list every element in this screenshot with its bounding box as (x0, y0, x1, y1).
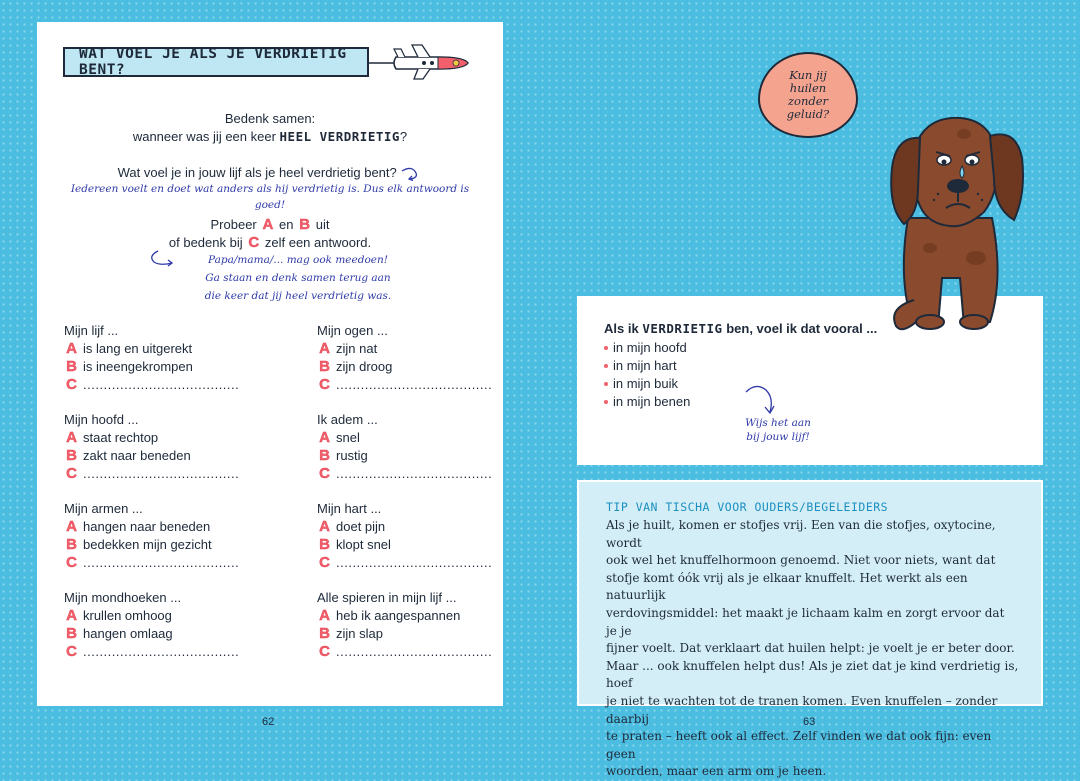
bullet-icon (604, 400, 608, 404)
page-number-right: 63 (803, 716, 816, 728)
try-line-2 (60, 234, 480, 251)
tip-line: verdovingsmiddel: het maakt je lichaam kalm en zorgt ervoor dat je je (606, 605, 1005, 638)
answer-b: bedekken mijn gezicht (83, 537, 212, 552)
letter-c-icon: C (319, 465, 330, 482)
answer-a: is lang en uitgerekt (83, 341, 193, 356)
feel-list (604, 320, 877, 411)
list-item-label: in mijn buik (613, 376, 679, 391)
note-everyone: Iedereen voelt en doet wat anders als hij verdrietig is. Dus elk antwoord is goed! (70, 183, 470, 211)
answer-b: klopt snel (336, 537, 391, 552)
tip-line: ook wel het knuffelhormoon genoemd. Niet voor niets, want dat (606, 553, 996, 568)
letter-c-icon: C (66, 554, 77, 571)
intro-line-2-bold: HEEL VERDRIETIG (279, 129, 400, 144)
letter-b-icon: B (319, 625, 330, 642)
letter-a-icon: A (319, 607, 330, 624)
tip-line: fijner voelt. Dat verklaart dat huilen helpt: je voelt je er beter door. (606, 641, 1015, 656)
answer-b: zijn slap (336, 626, 383, 641)
tip-line: je niet te wachten tot de tranen komen. Even knuffelen – zonder daarbij (606, 693, 998, 726)
airplane-icon (368, 43, 470, 83)
list-item (604, 393, 877, 411)
question-head: Mijn ogen ... (317, 323, 388, 338)
answer-b: zijn droog (336, 359, 393, 374)
letter-c-icon: C (319, 554, 330, 571)
intro-line-2 (60, 128, 480, 145)
question-head: Mijn mondhoeken ... (64, 590, 182, 605)
list-item (604, 339, 877, 357)
answer-c-blank[interactable]: ...................................... (336, 555, 493, 570)
letter-b-icon: B (319, 536, 330, 553)
feel-heading-post: ben, voel ik dat vooral ... (726, 321, 878, 336)
answer-b: hangen omlaag (83, 626, 173, 641)
letter-a-icon: A (319, 518, 330, 535)
tip-line: Als je huilt, komen er stofjes vrij. Een van die stofjes, oxytocine, wordt (606, 518, 996, 550)
sad-dog-illustration (868, 108, 1028, 338)
letter-b-icon: B (66, 536, 77, 553)
list-item-label: in mijn hoofd (613, 340, 687, 355)
bullet-icon (604, 364, 608, 368)
question-text (60, 164, 480, 181)
question-head: Mijn hoofd ... (64, 412, 139, 427)
letter-a-icon: A (66, 518, 77, 535)
letter-c-icon: C (319, 376, 330, 393)
letter-a-icon: A (262, 216, 274, 233)
tip-line: Maar ... ook knuffelen helpt dus! Als je ziet dat je kind verdrietig is, hoef (606, 658, 1019, 691)
question-head: Ik adem ... (317, 412, 378, 427)
curly-arrow-icon (148, 250, 174, 268)
list-item-label: in mijn benen (613, 394, 691, 409)
question-block-eyes (317, 322, 507, 394)
letter-c-icon: C (248, 234, 260, 251)
answer-a: heb ik aangespannen (336, 608, 461, 623)
answer-c-blank[interactable]: ...................................... (83, 377, 240, 392)
page-number-left: 62 (262, 716, 275, 728)
letter-c-icon: C (66, 643, 77, 660)
answer-c-blank[interactable]: ...................................... (336, 466, 493, 481)
bullet-icon (604, 346, 608, 350)
intro-line-2-post: ? (399, 129, 408, 144)
letter-a-icon: A (66, 340, 77, 357)
point-note (728, 416, 828, 444)
question-head: Mijn armen ... (64, 501, 143, 516)
list-item-label: in mijn hart (613, 358, 677, 373)
letter-b-icon: B (66, 447, 77, 464)
note-stand: Ga staan en denk samen terug aan (205, 272, 391, 284)
answer-c-blank[interactable]: ...................................... (336, 377, 493, 392)
letter-a-icon: A (66, 607, 77, 624)
intro-line-1: Bedenk samen: (224, 111, 316, 126)
answer-c-blank[interactable]: ...................................... (83, 555, 240, 570)
question-block-arms (64, 500, 254, 572)
question: Wat voel je in jouw lijf als je heel verdrietig bent? (117, 165, 397, 180)
answer-c-blank[interactable]: ...................................... (336, 644, 493, 659)
answer-a: staat rechtop (83, 430, 159, 445)
question-head: Alle spieren in mijn lijf ... (317, 590, 457, 605)
letter-a-icon: A (66, 429, 77, 446)
answer-a: zijn nat (336, 341, 378, 356)
feel-heading-caps: VERDRIETIG (642, 321, 723, 336)
feel-heading-pre: Als ik (604, 321, 639, 336)
letter-a-icon: A (319, 429, 330, 446)
question-block-heart (317, 500, 507, 572)
question-block-body (64, 322, 254, 394)
letter-c-icon: C (66, 376, 77, 393)
letter-a-icon: A (319, 340, 330, 357)
tip-line: stofje komt óók vrij als je elkaar knuffelt. Het werkt als een natuurlijk (606, 570, 968, 603)
answer-a: snel (336, 430, 360, 445)
answer-c-blank[interactable]: ...................................... (83, 466, 240, 481)
list-item (604, 357, 877, 375)
letter-c-icon: C (319, 643, 330, 660)
point-note-line-1: Wijs het aan (745, 417, 811, 429)
question-head: Mijn lijf ... (64, 323, 119, 338)
letter-b-icon: B (319, 447, 330, 464)
curly-arrow-icon (400, 167, 422, 181)
question-head: Mijn hart ... (317, 501, 382, 516)
page-title: WAT VOEL JE ALS JE VERDRIETIG BENT? (79, 46, 347, 78)
letter-b-icon: B (66, 625, 77, 642)
answer-b: is ineengekrompen (83, 359, 193, 374)
letter-b-icon: B (66, 358, 77, 375)
try-pre: Probeer (210, 217, 257, 232)
question-block-muscles (317, 589, 507, 661)
point-note-line-2: bij jouw lijf! (746, 431, 810, 443)
try-and: en (279, 217, 294, 232)
letter-b-icon: B (299, 216, 311, 233)
try-line-1 (60, 216, 480, 233)
feel-heading (604, 320, 877, 338)
list-item (604, 375, 877, 393)
tip-line: te praten – heeft ook al effect. Zelf vinden we dat ook fijn: even geen (606, 729, 992, 761)
title-banner (63, 47, 369, 77)
speech-bubble (758, 52, 858, 138)
tip-line: woorden, maar een arm om je heen. (606, 764, 827, 779)
tip-title: TIP VAN TISCHA VOOR OUDERS/BEGELEIDERS (606, 500, 889, 514)
answer-c-blank[interactable]: ...................................... (83, 644, 240, 659)
question-block-mouth (64, 589, 254, 661)
bullet-icon (604, 382, 608, 386)
try-line-2-post: zelf een antwoord. (264, 235, 372, 250)
try-line-2-pre: of bedenk bij (168, 235, 243, 250)
answer-a: doet pijn (336, 519, 386, 534)
answer-a: krullen omhoog (83, 608, 172, 623)
tip-body (606, 517, 1019, 781)
note-remember: die keer dat jij heel verdrietig was. (204, 290, 392, 302)
letter-b-icon: B (319, 358, 330, 375)
question-block-breath (317, 411, 507, 483)
speech-text: Kun jij huilen zonder geluid? (786, 68, 830, 121)
answer-b: rustig (336, 448, 368, 463)
letter-c-icon: C (66, 465, 77, 482)
intro-line-2-pre: wanneer was jij een keer (132, 129, 276, 144)
note-parent: Papa/mama/... mag ook meedoen! (208, 254, 388, 266)
question-block-head (64, 411, 254, 483)
answer-a: hangen naar beneden (83, 519, 211, 534)
curly-arrow-icon (744, 384, 778, 416)
answer-b: zakt naar beneden (83, 448, 191, 463)
try-post: uit (315, 217, 330, 232)
